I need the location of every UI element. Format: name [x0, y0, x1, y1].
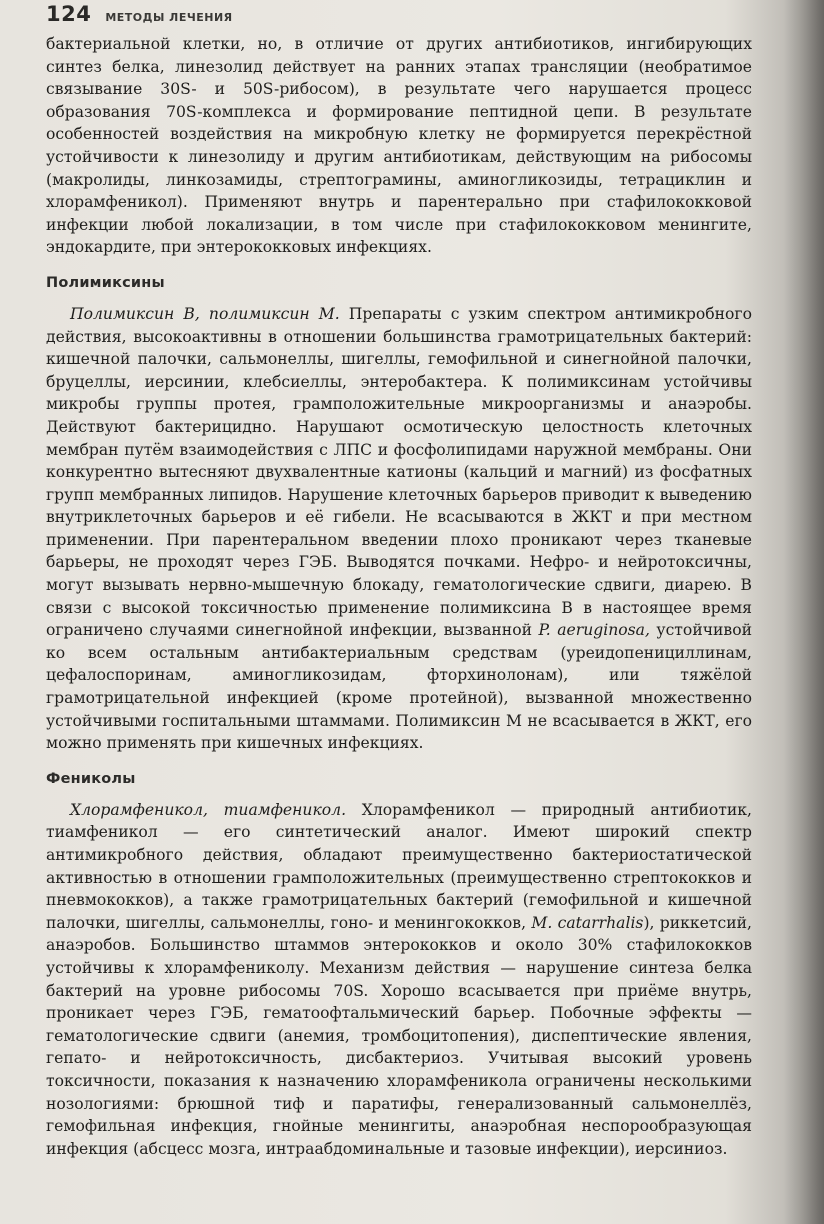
phenicols-text-part1: Хлорамфеникол — природный антибиотик, тиамфеникол — его синтетический аналог. Имеют широкий спектр антимикробного действия, обладают преимущественно бактериостатической активностью в отношении грамположительных (преимущественно стрептококков и пневмококков), а также грамотрицательных бактерий (гемофильной и кишечной палочки, шигеллы, сальмонеллы, гоно- и менингококков, — [46, 800, 752, 932]
page-edge-shadow — [784, 0, 824, 1224]
running-head: МЕТОДЫ ЛЕЧЕНИЯ — [105, 11, 233, 24]
phenicols-paragraph — [46, 799, 752, 1161]
phenicols-organism: M. catarrhalis — [531, 913, 644, 932]
phenicols-text-part2: ), риккетсий, анаэробов. Большинство штаммов энтерококков и около 30% стафилококков устойчивы к хлорамфениколу. Механизм действия — нарушение синтеза белка бактерий на уровне рибосомы 70S. Хорошо всасывается при приёме внутрь, проникает через ГЭБ, гематоофтальмический барьер. Побочные эффекты — гематологические сдвиги (анемия, тромбоцитопения), диспептические явления, гепато- и нейротоксичность, дисбактериоз. Учитывая высокий уровень токсичности, показания к назначению хлорамфеникола ограничены несколькими нозологиями: брюшной тиф и паратифы, генерализованный сальмонеллёз, гемофильная инфекция, гнойные менингиты, анаэробная неспорообразующая инфекция (абсцесс мозга, интраабдоминальные и тазовые инфекции), иерсиниоз. — [46, 913, 752, 1158]
page-header — [46, 2, 233, 26]
phenicols-lead: Хлорамфеникол, тиамфеникол. — [70, 800, 347, 819]
page-number: 124 — [46, 2, 92, 26]
intro-paragraph: бактериальной клетки, но, в отличие от других антибиотиков, ингибирующих синтез белка, линезолид действует на ранних этапах трансляции (необратимое связывание 30S- и 50S-рибосом), в результате чего нарушается процесс образования 70S-комплекса и формирование пептидной цепи. В результате особенностей воздействия на микробную клетку не формируется перекрёстной устойчивости к линезолиду и другим антибиотикам, действующим на рибосомы (макролиды, линкозамиды, стрептограмины, аминогликозиды, тетрациклин и хлорамфеникол). Применяют внутрь и парентерально при стафилококковой инфекции любой локализации, в том числе при стафилококковом менингите, эндокардите, при энтерококковых инфекциях. — [46, 35, 752, 257]
section-heading-phenicols: Фениколы — [46, 770, 136, 787]
section-heading-polymyxins: Полимиксины — [46, 274, 165, 291]
polymyxins-paragraph — [46, 303, 752, 755]
polymyxins-lead: Полимиксин B, полимиксин M. — [70, 304, 340, 323]
polymyxins-organism: P. aeruginosa, — [538, 621, 650, 640]
polymyxins-text-part2: устойчивой ко всем остальным антибактериальным средствам (уреидопенициллинам, цефалоспоринам, аминогликозидам, фторхинолонам), или тяжёлой грамотрицательной инфекцией (кроме протейной), вызванной множественно устойчивыми госпитальными штаммами. Полимиксин M не всасывается в ЖКТ, его можно применять при кишечных инфекциях. — [46, 621, 752, 753]
polymyxins-text-part1: Препараты с узким спектром антимикробного действия, высокоактивны в отношении большинства грамотрицательных бактерий: кишечной палочки, сальмонеллы, шигеллы, гемофильной и синегнойной палочки, бруцеллы, иерсинии, клебсиеллы, энтеробактера. К полимиксинам устойчивы микробы группы протея, грамположительные микроорганизмы и анаэробы. Действуют бактерицидно. Нарушают осмотическую целостность клеточных мембран путём взаимодействия с ЛПС и фосфолипидами наружной мембраны. Они конкурентно вытесняют двухвалентные катионы (кальций и магний) из фосфатных групп мембранных липидов. Нарушение клеточных барьеров приводит к выведению внутриклеточных барьеров и её гибели. Не всасываются в ЖКТ и при местном применении. При парентеральном введении плохо проникают через тканевые барьеры, не проходят через ГЭБ. Выводятся почками. Нефро- и нейротоксичны, могут вызывать нервно-мышечную блокаду, гематологические сдвиги, диарею. В связи с высокой токсичностью применение полимиксина B в настоящее время ограничено случаями синегнойной инфекции, вызванной — [46, 304, 752, 640]
page-content — [46, 33, 752, 1160]
